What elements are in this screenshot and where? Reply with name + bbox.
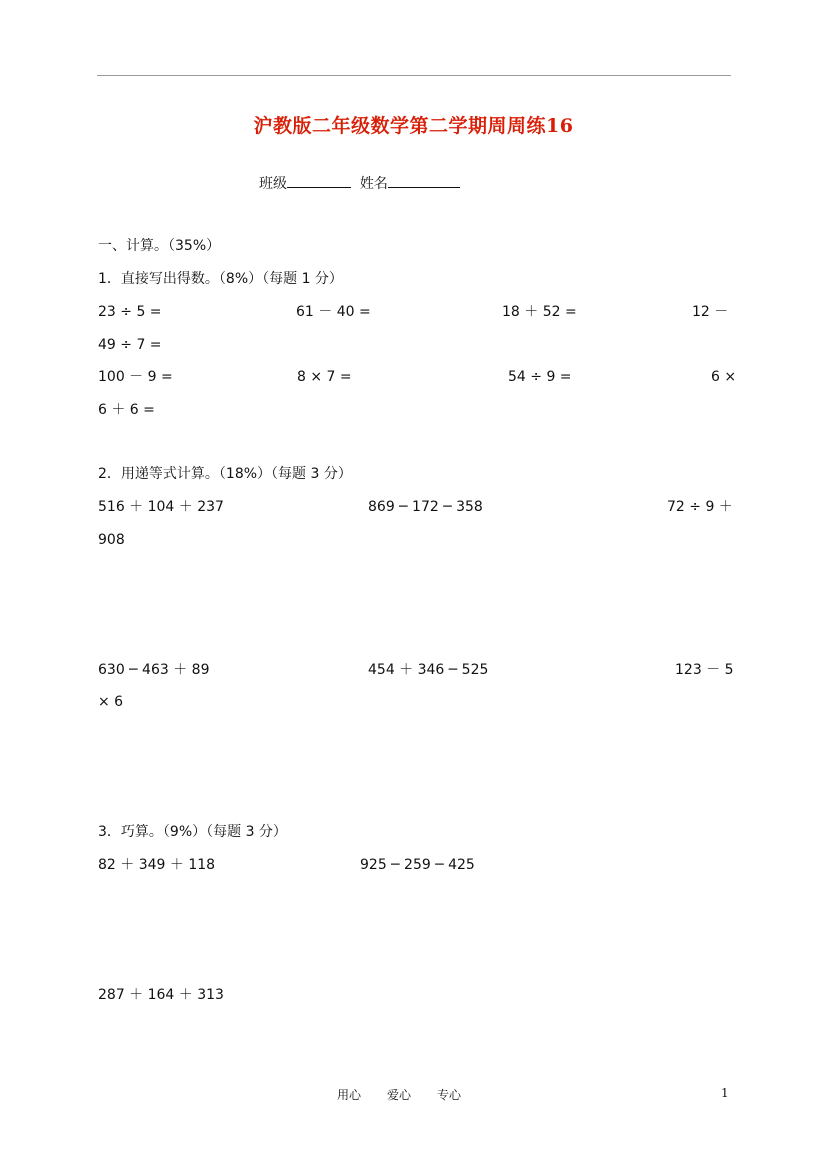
q2-item: 908 [98, 532, 125, 548]
q1-item: 12 － [692, 304, 729, 320]
class-blank[interactable] [287, 173, 351, 188]
q2-item: 454 ＋ 346 ─ 525 [368, 662, 489, 678]
q2-item: 72 ÷ 9 ＋ [667, 499, 733, 515]
q3-item: 287 ＋ 164 ＋ 313 [98, 987, 224, 1003]
q1-heading: 1．直接写出得数。（8%）（每题 1 分） [98, 271, 343, 287]
page-title: 沪教版二年级数学第二学期周周练16 [253, 115, 574, 137]
q1-item: 54 ÷ 9 = [508, 369, 572, 385]
q1-item: 100 － 9 = [98, 369, 173, 385]
q1-item: 61 － 40 = [296, 304, 371, 320]
page-number: 1 [721, 1086, 729, 1100]
q1-item: 49 ÷ 7 = [98, 337, 162, 353]
header-rule [97, 75, 731, 76]
footer-text: 爱心 [387, 1088, 412, 1102]
q1-item: 6 ＋ 6 = [98, 402, 155, 418]
q2-heading: 2．用递等式计算。（18%）（每题 3 分） [98, 466, 352, 482]
name-blank[interactable] [388, 173, 460, 188]
class-name-line [259, 173, 460, 193]
q2-item: 630 ─ 463 ＋ 89 [98, 662, 210, 678]
class-label: 班级 [259, 176, 287, 192]
q1-item: 6 × [711, 369, 737, 385]
q2-item: × 6 [98, 694, 124, 710]
footer-text: 用心 [337, 1088, 362, 1102]
q3-item: 82 ＋ 349 ＋ 118 [98, 857, 216, 873]
section1-heading: 一、计算。（35%） [98, 238, 221, 254]
q1-item: 23 ÷ 5 = [98, 304, 162, 320]
footer-text: 专心 [437, 1088, 462, 1102]
q3-heading: 3．巧算。（9%）（每题 3 分） [98, 824, 287, 840]
name-label: 姓名 [359, 176, 388, 192]
q2-item: 516 ＋ 104 ＋ 237 [98, 499, 224, 515]
q1-item: 8 × 7 = [297, 369, 352, 385]
q2-item: 869 ─ 172 ─ 358 [368, 499, 483, 515]
q1-item: 18 ＋ 52 = [502, 304, 577, 320]
q2-item: 123 － 5 [675, 662, 734, 678]
q3-item: 925 ─ 259 ─ 425 [360, 857, 475, 873]
